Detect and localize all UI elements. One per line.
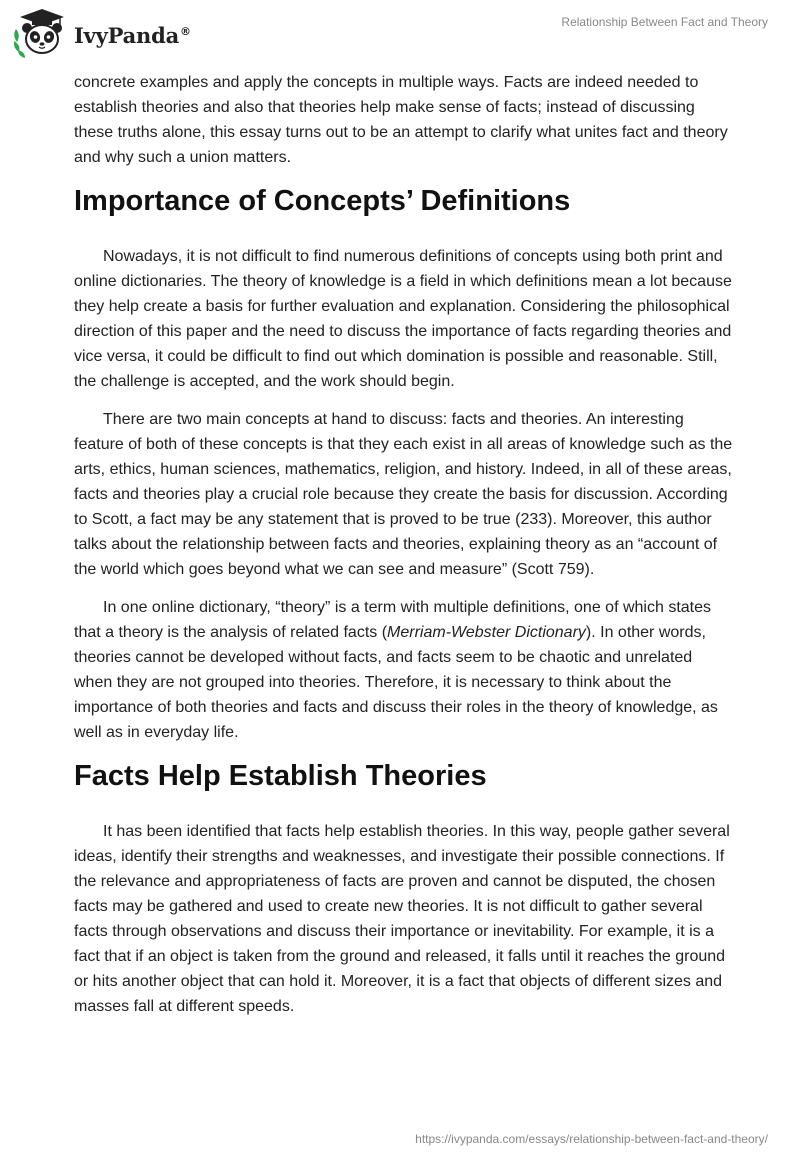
paragraph: [74, 595, 734, 745]
intro-paragraph: concrete examples and apply the concepts in multiple ways. Facts are indeed needed to establish theories and also that theories help make sense of facts; instead of discussing these truths alone, this essay turns out to be an attempt to clarify what unites fact and theory and why such a union matters.: [74, 74, 728, 166]
document-title: Relationship Between Fact and Theory: [561, 15, 768, 29]
paragraph: It has been identified that facts help establish theories. In this way, people gather several ideas, identify their strengths and weaknesses, and investigate their possible connections. If the relevance and appropriateness of facts are proven and cannot be disputed, the chosen facts may be gathered and used to create new theories. It is not difficult to gather several facts through observations and discuss their importance or inevitability. For example, it is a fact that if an object is taken from the ground and released, it falls until it reaches the ground or hits another object that can hold it. Moreover, it is a fact that objects of different sizes and masses fall at different speeds.: [74, 823, 730, 1015]
citation-title: Merriam-Webster Dictionary: [387, 624, 586, 641]
paragraph: Nowadays, it is not difficult to find numerous definitions of concepts using both print and online dictionaries. The theory of knowledge is a field in which definitions mean a lot because they help create a basis for further evaluation and explanation. Considering the philosophical direction of this paper and the need to discuss the importance of facts regarding theories and vice versa, it could be difficult to find out which domination is possible and reasonable. Still, the challenge is accepted, and the work should begin.: [74, 248, 732, 390]
brand-name: IvyPanda®: [74, 22, 191, 48]
ivypanda-logo[interactable]: [12, 8, 191, 60]
page-header: [0, 0, 800, 66]
paragraph: There are two main concepts at hand to discuss: facts and theories. An interesting feature of both of these concepts is that they each exist in all areas of knowledge such as the arts, ethics, human sciences, mathematics, religion, and history. Indeed, in all of these areas, facts and theories play a crucial role because they create the basis for discussion. According to Scott, a fact may be any statement that is proved to be true (233). Moreover, this author talks about the relationship between facts and theories, explaining theory as an “account of the world which goes beyond what we can see and measure” (Scott 759).: [74, 411, 733, 578]
panda-graduation-cap-icon: [12, 8, 72, 60]
paragraph-text: In one online dictionary, “theory” is a term with multiple definitions, one of which states that a theory is the analysis of related facts (: [74, 599, 711, 641]
section-heading-facts-establish-theories: Facts Help Establish Theories: [74, 760, 487, 792]
section-heading-importance-of-definitions: Importance of Concepts’ Definitions: [74, 185, 571, 217]
paragraph-text: ). In other words, theories cannot be developed without facts, and facts seem to be chaotic and unrelated when they are not grouped into theories. Therefore, it is necessary to think about the importance of both theories and facts and discuss their roles in the theory of knowledge, as well as in everyday life.: [74, 624, 718, 741]
essay-content: [74, 70, 734, 1032]
source-url-link[interactable]: https://ivypanda.com/essays/relationship-between-fact-and-theory/: [415, 1132, 768, 1146]
